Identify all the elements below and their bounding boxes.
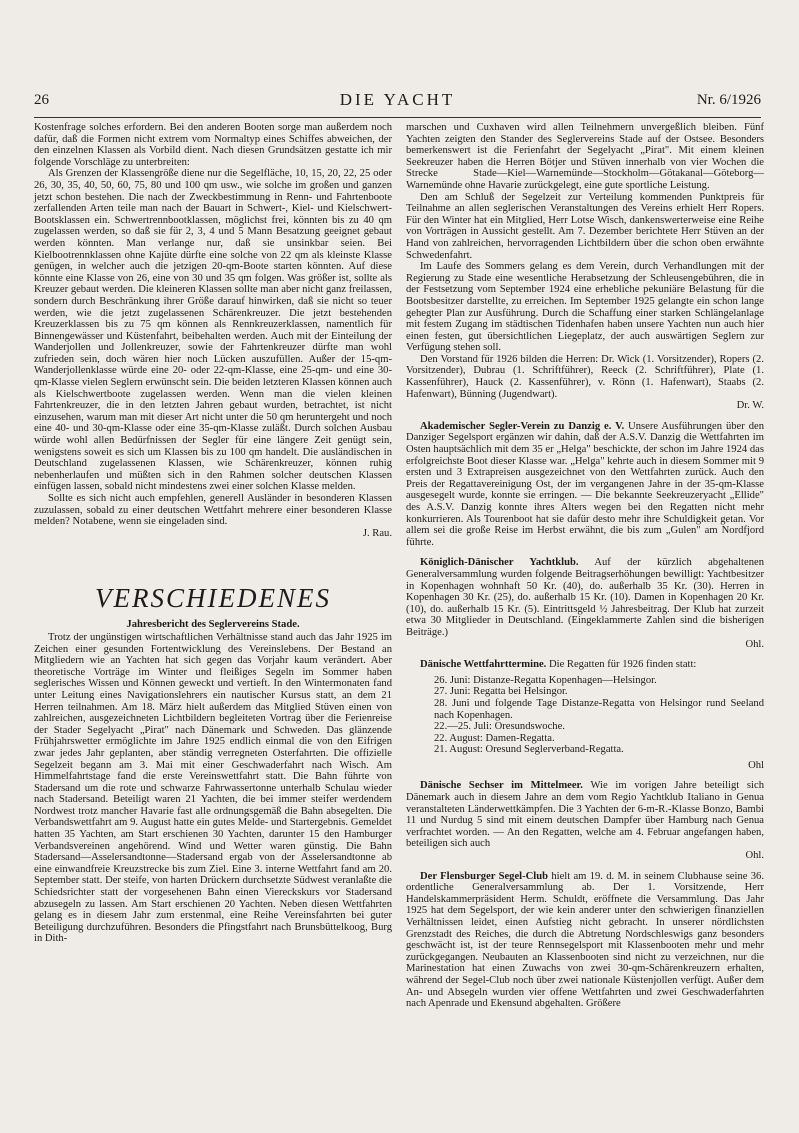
page-number: 26 <box>34 92 49 108</box>
author-signature: Ohl. <box>745 850 764 862</box>
paragraph-text: Sollte es sich nicht auch empfehlen, generell Ausländer in besonderen Klassen zuzulassen, sobald zu einer deutschen Wettfahrt mehrere einer besonderen Klasse melden? Notabene, wenn sie eingeladen sind. <box>34 493 392 528</box>
regatta-schedule <box>434 675 764 756</box>
paragraph <box>34 493 392 539</box>
paragraph: Kostenfrage solches erfordern. Bei den anderen Booten sorge man außerdem noch dafür, daß die Formen nicht extrem vom Normaltyp eines Schiffes abweichen, der den einzelnen Klassen als Vorbild dient. Nach diesen Grundsätzen gestatte ich mir folgende Vorschläge zu unterbreiten: <box>34 122 392 168</box>
paragraph <box>406 659 764 671</box>
schedule-entry: 22.—25. Juli: Oresundswoche. <box>434 721 565 733</box>
news-item <box>406 871 764 1010</box>
news-text: Auf der kürzlich abgehaltenen Generalversammlung wurden folgende Beitragserhöhungen bewilligt: Yachtbesitzer in Kopenhagen wohnhaft 50 Kr. (40), do. außerhalb 35 Kr. (30). Herren in Kopenhagen 30 Kr. (25), do. außerhalb 15 Kr. (10). Damen in Kopenhagen 20 Kr. (10), do. außerhalb 15 Kr. (5). Eintrittsgeld ½ Jahresbeitrag. Der Klub hat zurzeit etwa 30 Mitglieder in Deutschland. (Eingeklammerte Zahlen sind die bisherigen Beiträge.) <box>406 557 764 638</box>
schedule-entry: 28. Juni und folgende Tage Distanze-Regatta von Helsingor rund Seeland nach Kopenhagen. <box>434 697 764 721</box>
issue-number: Nr. 6/1926 <box>696 92 761 108</box>
news-item <box>406 557 764 650</box>
header-rule <box>34 117 761 118</box>
news-item <box>406 659 764 771</box>
news-item <box>406 421 764 549</box>
news-text: Wie im vorigen Jahre beteiligt sich Dänemark auch in diesem Jahre an dem vom Regio Yachtklub Italiano in Genua veranstalteten Länderwettkämpfen. Die 3 Yachten der 6-m-R.-Klasse Bonzo, Bambi 11 und Nurdug 5 sind mit einem deutschen Dampfer über Hamburg nach Genua verfrachtet worden. — An den Regatten, welche am 4. Februar angefangen haben, beteiligen sich auch <box>406 780 764 850</box>
news-item <box>406 780 764 861</box>
paragraph <box>406 871 764 1010</box>
news-text: Unsere Ausführungen über den Danziger Segelsport ergänzen wir dahin, daß der A.S.V. Danzig die Wettfahrten im Osten hauptsächlich mit dem 35 er „Helga" beschickte, der schon im Jahre 1924 das erfolgreichste Boot dieser Klasse war. „Helga" kehrte auch in diesem Sommer mit 9 ersten und 3 Extrapreisen ausgezeichnet von den Wettfahrten zurück. Auch den Preis der Regattavereinigung Ost, der im vergangenen Jahre in der 35-qm-Klasse ausgesegelt wurde, konnte sie erringen. — Die bekannte Seekreuzeryacht „Ellide" des A.S.V. Danzig konnte ihres Alters wegen bei den Regatten nicht mehr konkurrieren. Als Tourenboot hat sie dafür desto mehr ihre Schuldigkeit getan. Vor allem sei die große Reise im Herbst erwähnt, die bis zum „Gulen" am Nordfjord führte. <box>406 420 765 548</box>
paragraph-text: Den Vorstand für 1926 bilden die Herren: Dr. Wick (1. Vorsitzender), Ropers (2. Vorsitzender), Dubrau (1. Schriftführer), Reeck (2. Schriftführer), Plate (1. Kassenführer), Hauck (2. Kassenführer), v. Rönn (1. Hafenwart), Staabs (2. Hafenwart), Bünning (Jugendwart). <box>406 353 764 400</box>
news-text: hielt am 19. d. M. in seinem Clubhause seine 36. ordentliche Generalversammlung ab. Der 1. Vorsitzende, Herr Handelskammerpräsident Herm. Schuldt, eröffnete die Versammlung. Das Jahr 1925 hat dem Segelsport, der wie kein anderer unter den schwierigen finanziellen Verhältnissen leidet, einen Aufstieg nicht gebracht. In unserer nördlichsten Grenzstadt des Reiches, die durch die Abtretung Nordschleswigs ganz besonders geschwächt ist, ist der teure Rennsegelsport mit Klassenbooten mehr und mehr zurückgegangen. Neubauten an Klassenbooten sind nicht zu verzeichnen, nur die Marinestation hat einen Zuwachs von zwei 30-qm-Schärenkreuzern erhalten, während der Segel-Club noch über zwei nationale Küstenjollen verfügt. Außer dem An- und Absegeln wurden vier offene Wettfahrten und zwei Geschwaderfahrten nach Apenrade und Ekensund abgehalten. Größere <box>406 870 764 1010</box>
page-header <box>34 92 761 114</box>
news-title: Dänische Sechser im Mittelmeer. <box>420 780 583 792</box>
news-title: Der Flensburger Segel-Club <box>420 870 549 882</box>
magazine-title: DIE YACHT <box>339 90 456 109</box>
paragraph: Trotz der ungünstigen wirtschaftlichen Verhältnisse stand auch das Jahr 1925 im Zeichen einer gesunden Fortentwicklung des Vereinslebens. Der Bestand an Mitgliedern wie an Yachten hat sich gegen das Vorjahr kaum verändert. Aber theoretische Vorträge im Winter und fleißiges Segeln im Sommer haben seglerisches Wissen und Können geweckt und vertieft. In den Wintermonaten fand unter Leitung eines Navigationslehrers ein nautischer Kursus statt, an dem 21 Herren teilnahmen. Am 18. März hielt außerdem das Mitglied Stüven einen von zahlreichen, ausgezeichneten Lichtbildern begleiteten Vortrag über die Ferienreise der Stader Segelyacht „Pirat" nach Dänemark und Schweden. Das glänzende Frühjahrswetter ermöglichte im Jahre 1925 endlich einmal die von den Eifrigen zwar jedes Jahr geplanten, aber ständig verregneten Osterfahrten. Die offizielle Segelzeit begann am 3. Mai mit einer Geschwaderfahrt nach Wisch. Am Himmelfahrtstage fand die erste Vereinswettfahrt statt. Die Bahn führte von Stadersand um die rote und schwarze Fahrwassertonne unterhalb Schulau wieder nach Stadersand. Beteiligt waren 21 Yachten, die bei immer steifer werdendem Nordwest trotz mancher Havarie fast alle ordnungsgemäß die Bahn absegelten. Die Verbandswettfahrt am 9. August hatte ein gutes Melde- und Startergebnis. Gemeldet hatten 35 Yachten, am Start erschienen 30 Yachten, darunter 15 den Hamburger Verbandsvereinen angehörend. Wind und Wetter waren günstig. Die Bahn Stadersand—Asselersandtonne—Stadersand ergab von der Asselersandtonne ab eine einwandfreie Kreuzstrecke bis zum Ziel. Eine 3. interne Wettfahrt fand am 20. September statt. Der steife, von harten Drückern durchsetzte Südwest veranlaßte die Schiedsrichter statt der vorgesehenen Bahn einen Viereckskurs vor Stadersand abzusegeln zu lassen. Am Start erschienen 20 Yachten. Neben diesen Wettfahrten gelang es in diesem Jahr zum erstenmal, eine Reihe Vereinsfahrten bei guter Beteiligung durchzuführen. Besonders die Pfingstfahrt nach Brunsbüttelkoog, Burg in Dith- <box>34 631 392 945</box>
paragraph <box>406 421 764 549</box>
paragraph: Im Laufe des Sommers gelang es dem Verein, durch Verhandlungen mit der Regierung zu Stade eine wesentliche Herabsetzung der Schleusengebühren, die in der Festsetzung vom September 1924 eine erhebliche pekuniäre Belastung für die Bootsbesitzer darstellte, zu erreichen. Im September 1925 gelangte ein schon lange gehegter Plan zur Ausführung. Durch die Schaffung einer starken Schlängelanlage mit festem Zugang im städtischen Tidenhafen haben unsere Yachten nun auch hier einen festen, gut übersichtlichen Liegeplatz, der auch auswärtigen Seglern zur Verfügung stehen soll. <box>406 261 764 354</box>
paragraph <box>406 780 764 861</box>
author-signature: Ohl <box>748 759 764 771</box>
news-title: Akademischer Segler-Verein zu Danzig e. V. <box>420 420 625 432</box>
left-column <box>34 122 392 945</box>
section-heading: VERSCHIEDENES <box>95 583 331 614</box>
paragraph <box>406 354 764 412</box>
schedule-entry: 27. Juni: Regatta bei Helsingor. <box>434 686 568 698</box>
author-signature: Ohl. <box>745 638 764 650</box>
right-column <box>406 122 764 1010</box>
schedule-entry: 22. August: Damen-Regatta. <box>434 732 555 744</box>
paragraph <box>406 557 764 650</box>
paragraph: Als Grenzen der Klassengröße diene nur die Segelfläche, 10, 15, 20, 22, 25 oder 26, 30, 35, 40, 50, 60, 75, 80 und 100 qm usw., wie solche im großen und ganzen jetzt schon bestehen. Die nach der Zweckbestimmung in Renn- und Fahrtenboote zerfallenden Arten teile man nach der Bauart in Schwert-, Kiel- und Kielschwert-Bootsklassen ein. Schwertrennbootklassen, möglichst frei, könnten bis zu 40 qm zugelassen werden, so daß sie für 2, 3, 4 und 5 Mann Besatzung geeignet gebaut werden könnten. Man verlange nur, daß sie unsinkbar seien. Bei Kielbootrennklassen ohne Kajüte dürfte eine solche von 22 qm als kleinste Klasse genügen, in welcher auch die jetzigen 20-qm-Boote starten könnten. Auf diese könnte eine Klasse von 26, eine von 30 und 35 qm folgen. Was größer ist, sollte als Kreuzer gebaut werden. Die kleineren Klassen sollte man aber nicht ganz freilassen, sondern durch Beschränkung ihrer Größe darauf hinwirken, daß sie nicht so teuer werden, wie die jetzt zugelassenen Schärenkreuzer. Die jetzt bestehenden Kreuzerklassen bis zu 75 qm können als Rennkreuzerklassen, namentlich für Binnengewässer und Küstenfahrt, beibehalten werden. Auch mit der Einteilung der Wanderjollen und Jollenkreuzer, sowie der Fahrtenkreuzer dürfte man wohl zufrieden sein, doch wären hier noch Lücken auszufüllen. Außer der 15-qm-Wanderjollenklasse würde eine 20- oder 22-qm-Klasse, eine 25-qm- und eine 30-qm-Klasse vielen Seglern erwünscht sein. Die beiden letzteren Klassen können auch als Kielschwertboote zugelassen werden. Wenn man die vielen kleinen Fahrtenkreuzer, die in den letzten Jahren gebaut wurden, betrachtet, ist nicht einzusehen, warum man mit dieser Art nicht unter die 50 qm heruntergeht und noch eine 40- und 30-qm-Klasse oder eine 35-qm-Klasse zuläßt. Durch solchen Ausbau würde wohl allen Bedürfnissen der Segler für eine längere Zeit genügt sein, wenigstens soweit es sich um Klassen bis zu 100 qm handelt. Die ausländischen in Deutschland zugelassenen Klassen, wie Schärenkreuzer, können ruhig nebenherlaufen und müßten sich in den Rahmen solcher deutschen Klassen einfügen lassen, sobald nicht mindestens zwei einer solchen Klasse melden. <box>34 168 393 493</box>
article-title: Jahresbericht des Seglervereins Stade. <box>126 619 300 631</box>
author-signature: Dr. W. <box>736 400 764 412</box>
paragraph: marschen und Cuxhaven wird allen Teilnehmern unvergeßlich bleiben. Fünf Yachten zeigten den Stander des Seglervereins Stade auf der Ostsee. Besonders bemerkenswert ist die Ferienfahrt der Segelyacht „Pirat". Mit einem kleinen Seekreuzer haben die Herren Bötjer und Stüven innerhalb von vier Wochen die Strecke Stade—Kiel—Warnemünde—Stockholm—Götakanal—Göteborg—Warnemünde ohne Havarie zurückgelegt, eine gute sportliche Leistung. <box>406 122 764 191</box>
schedule-entry: 21. August: Oresund Seglerverband-Regatta. <box>434 744 624 756</box>
paragraph: Den am Schluß der Segelzeit zur Verteilung kommenden Punktpreis für Teilnahme an allen seglerischen Veranstaltungen des Vereins erhielt Herr Ropers. Für den Winter hat ein Mitglied, Herr Lotse Wisch, dankenswerterweise eine Reihe von Vorträgen in Aussicht gestellt. Am 7. Dezember berichtete Herr Stüven an der Hand von zahlreichen, hervorragenden Lichtbildern über die schon oben erwähnte Schwedenfahrt. <box>406 191 764 261</box>
news-text: Die Regatten für 1926 finden statt: <box>548 659 697 671</box>
schedule-entry: 26. Juni: Distanze-Regatta Kopenhagen—Helsingor. <box>434 674 657 686</box>
author-signature: J. Rau. <box>362 527 392 539</box>
news-title: Dänische Wettfahrttermine. <box>420 659 547 671</box>
news-title: Königlich-Dänischer Yachtklub. <box>420 557 579 569</box>
